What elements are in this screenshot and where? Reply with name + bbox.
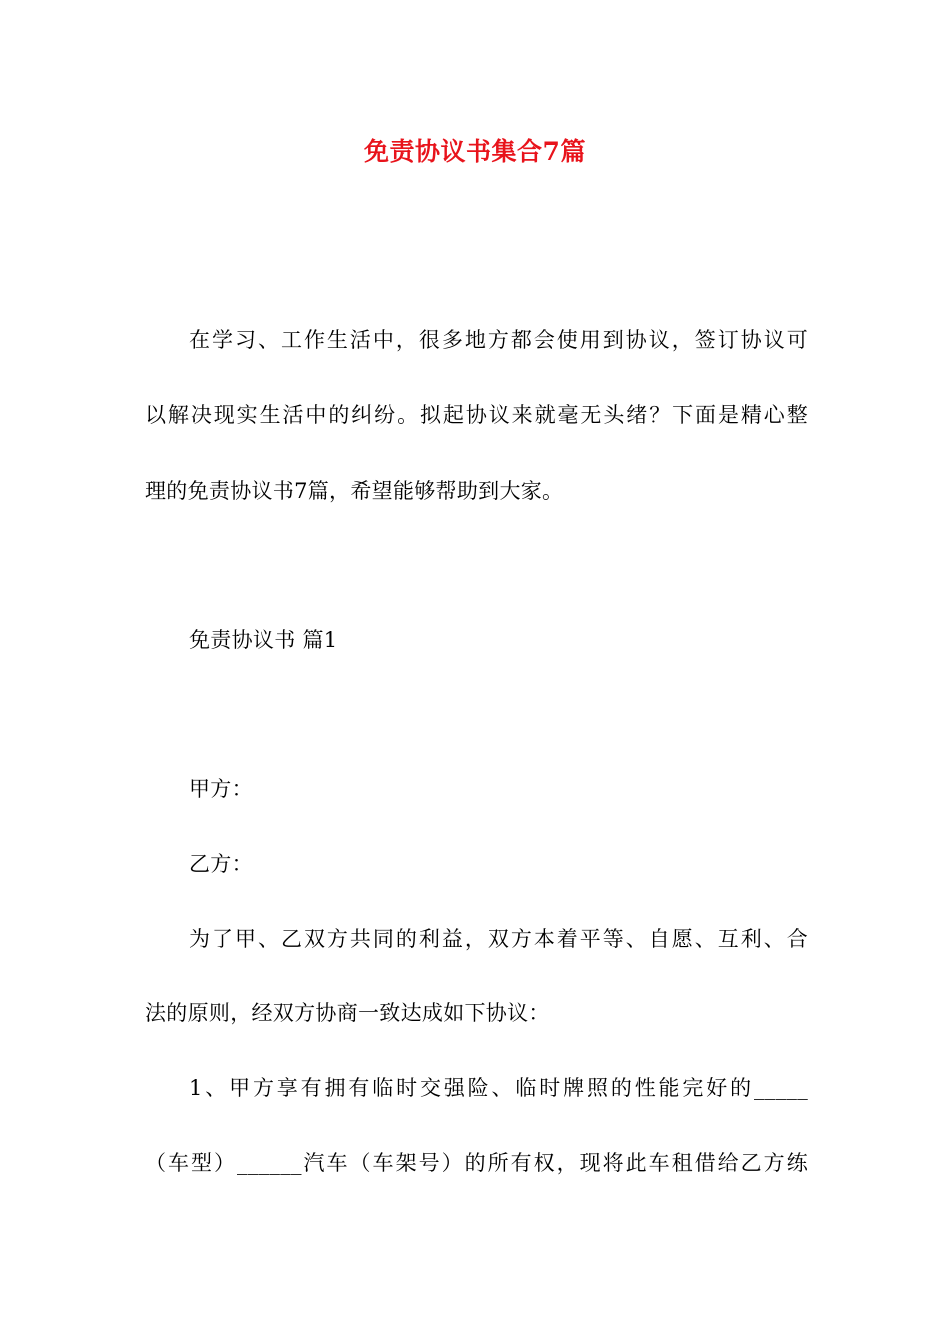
intro-line-1: 在学习、工作生活中，很多地方都会使用到协议，签订协议可 [189, 328, 808, 352]
section-heading: 免责协议书 篇1 [189, 628, 338, 652]
purpose-line-1: 为了甲、乙双方共同的利益，双方本着平等、自愿、互利、合 [189, 927, 808, 951]
purpose-line-2: 法的原则，经双方协商一致达成如下协议： [145, 1001, 550, 1025]
intro-line-3: 理的免责协议书7篇，希望能够帮助到大家。 [145, 479, 564, 503]
party-b-label: 乙方： [189, 852, 253, 876]
document-title: 免责协议书集合7篇 [364, 137, 586, 166]
party-a-label: 甲方： [189, 777, 253, 801]
clause-1-line-1: 1、甲方享有拥有临时交强险、临时牌照的性能完好的_____ [189, 1076, 808, 1100]
intro-line-2: 以解决现实生活中的纠纷。拟起协议来就毫无头绪？下面是精心整 [145, 403, 808, 427]
clause-1-line-2: （车型）______汽车（车架号）的所有权，现将此车租借给乙方练 [145, 1151, 808, 1175]
